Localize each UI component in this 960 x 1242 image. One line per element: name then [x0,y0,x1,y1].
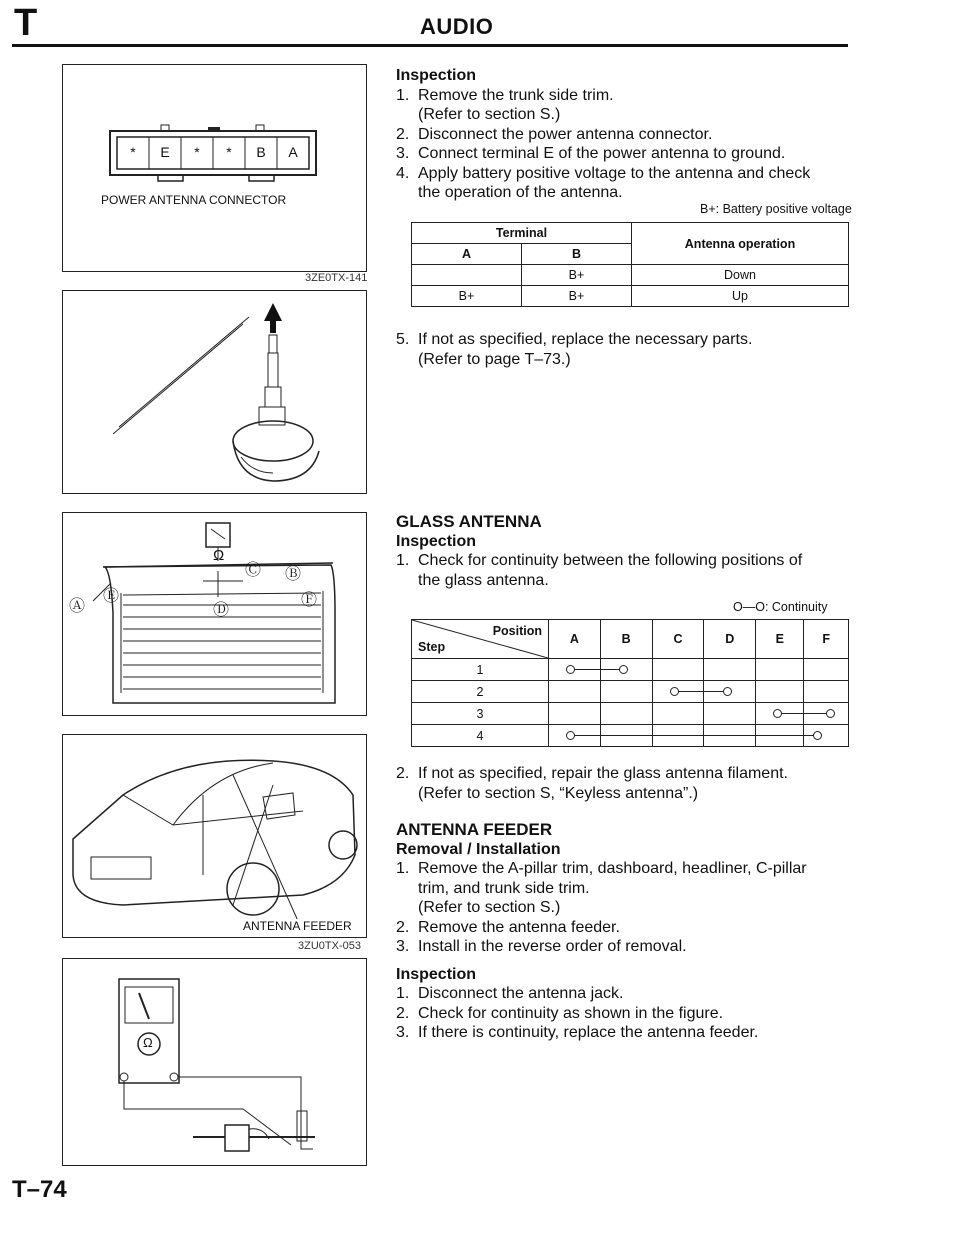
glass-antenna-section: GLASS ANTENNA Inspection 1. Check for continuity between the following positions of the glass antenna. [396,512,850,590]
label-c: Ⓒ [245,562,262,579]
figure-antenna-feeder [62,734,367,938]
page-number: T–74 [12,1176,67,1203]
table-row: 2 [412,681,849,703]
continuity-table: Position Step A B C D E F 1 2 3 4 [411,619,849,747]
label-b: Ⓑ [285,566,302,583]
figure-ohmmeter-jack [62,958,367,1166]
connector-pins [117,144,309,160]
inspection-heading: Inspection [396,67,477,84]
label-d: Ⓓ [213,602,230,619]
inspection-step: 1. Remove the trunk side trim. [396,86,614,104]
pin-2: E [160,144,170,160]
figure-code-2: 3ZU0TX-053 [298,940,361,952]
inspection-step: (Refer to section S.) [418,106,561,123]
table-row: 3 [412,703,849,725]
inspection-step-5: 5. If not as specified, replace the necessary parts. (Refer to page T–73.) [396,331,753,368]
ohmmeter-drawing [63,959,366,1165]
figure-code-1: 3ZE0TX-141 [305,272,368,284]
section-letter: T [14,2,38,44]
label-e: Ⓔ [103,588,120,605]
inspection-step: the operation of the antenna. [418,184,623,201]
operation-header: Antenna operation [632,223,849,265]
pin-4: * [226,144,232,160]
table-row: B+ Down [412,265,849,286]
pin-5: B [256,144,266,160]
antenna-operation-table [411,222,849,307]
battery-voltage-note: B+: Battery positive voltage [700,202,852,216]
header-rule [12,44,848,47]
figure-power-antenna-connector [62,64,367,272]
figure-glass-antenna [62,512,367,716]
label-f: Ⓕ [301,592,318,609]
feeder-inspection-heading: Inspection [396,965,477,983]
antenna-feeder-section: ANTENNA FEEDER Removal / Installation 1. Remove the A-pillar trim, dashboard, headliner, C-pillar trim, and trunk side trim. (Refer to section S.) 2. Remove the antenna feeder. 3. Install in the reverse order of removal. Inspection 1. Disconnect the antenna jack. 2. Check for continuity as shown in the figure. 3. If there is continuity, replace the antenna feeder. [396,820,850,1043]
connector-caption: POWER ANTENNA CONNECTOR [101,193,287,207]
removal-heading: Removal / Installation [396,840,561,858]
figure-antenna-mast [62,290,367,494]
inspection-step: 4. Apply battery positive voltage to the antenna and check [396,164,811,182]
glass-antenna-title: GLASS ANTENNA [396,512,542,531]
ohm-symbol: Ω [143,1035,153,1050]
pin-3: * [194,144,200,160]
label-a: Ⓐ [69,598,86,615]
col-b-header: B [521,244,631,265]
col-a-header: A [412,244,522,265]
continuity-legend: O—O: Continuity [733,600,828,614]
antenna-feeder-title: ANTENNA FEEDER [396,820,553,839]
glass-step-2: 2. If not as specified, repair the glass antenna filament. (Refer to section S, “Keyless antenna”.) [396,765,788,802]
antenna-feeder-caption: ANTENNA FEEDER [243,919,352,933]
glass-inspection-heading: Inspection [396,532,477,550]
table-row: 1 [412,659,849,681]
inspection-section [396,66,850,203]
inspection-step: 2. Disconnect the power antenna connector. [396,125,713,143]
terminal-header: Terminal [412,223,632,244]
inspection-step: 3. Connect terminal E of the power antenna to ground. [396,145,786,162]
table-row: B+ B+ Up [412,286,849,307]
antenna-mast-drawing [63,291,366,493]
table-row: 4 [412,725,849,747]
car-drawing [63,735,366,937]
connector-drawing [63,65,366,271]
pin-1: * [130,144,136,160]
pin-6: A [288,144,298,160]
label-ohmmeter: Ω [213,547,225,564]
page-title: AUDIO [420,14,494,39]
position-step-header: Position Step [412,620,549,659]
